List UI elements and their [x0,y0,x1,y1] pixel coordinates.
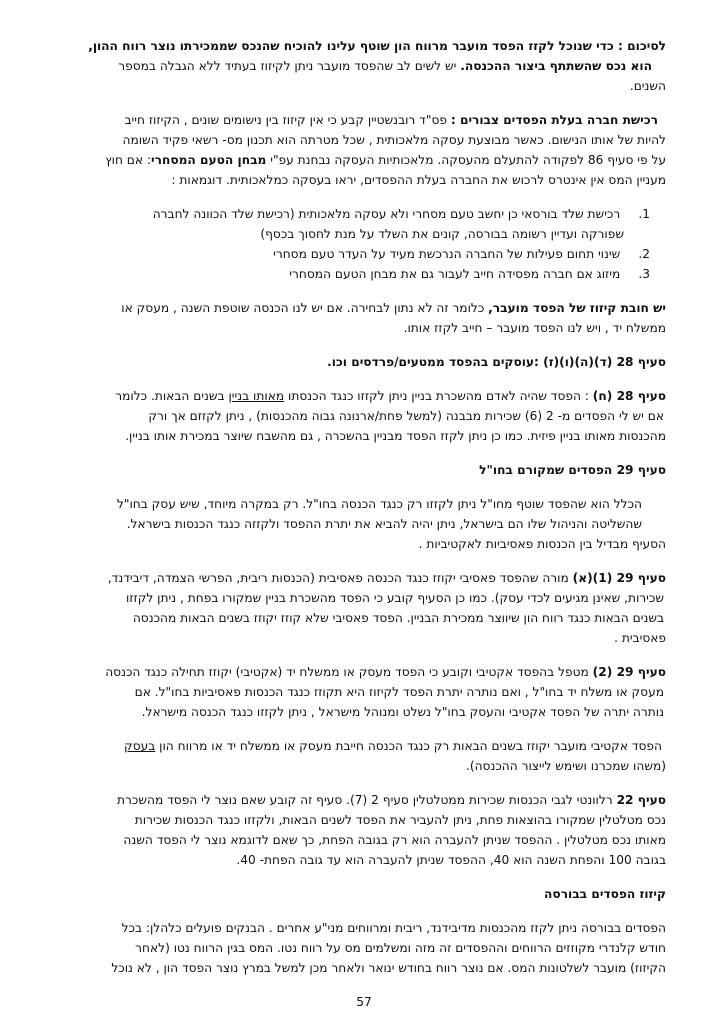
paragraph-text: הפסד אקטיבי מועבר יקוזז בשנים הבאות רק כנגד הכנסה חייבת מעסק או ממשלח יד או מרווח הון [155,739,662,753]
paragraph-text: חודש קלנדרי מקוזזים הרווחים וההפסדים זה מזה ומשלמים מס על רווח נטו. המס בגין הרווח נטו (לאחר [135,941,666,955]
paragraph-text: נותרה יתרה של הפסד אקטיבי והעסק בחו"ל נשלט ומנוהל מישראל , ניתן לקזזו כנגד הכנסה מישראל. [141,705,664,719]
section-heading: סעיף 29 הפסדים שמקורם בחו"ל [479,463,666,477]
section-22-line-1 [117,792,666,808]
summary-text: יש לשים לב שהפסד מועבר ניתן לקיזוז בעתיד ללא הגבלה במספר [118,59,461,73]
section-29-1a-line-1 [108,570,666,586]
section-29-1a-line-3 [133,610,664,626]
exchange-heading [544,886,666,902]
section-29-2-line-1 [105,664,666,680]
paragraph-text: מאותו נכס מטלטלין . ההפסד שניתן להעברה הוא רק בגובה הפחת, כך שאם לדוגמא נוצר לי הפסד השנה [123,833,666,847]
page-number-text: 57 [356,995,372,1009]
summary-text: לסיכום : כדי שנוכל לקזז הפסד מועבר מרווח הון שוטף עלינו להוכיח שהנכס שממכירתו נוצר רווח ההון, [88,39,666,53]
paragraph-heading: יש חובת קיזוז של הפסד מועבר, [488,301,666,315]
list-item-number: 2. [638,247,650,261]
list-item-number: 3. [638,267,650,281]
section-label: סעיף 22 [616,793,666,807]
summary-line-3 [630,78,666,94]
paragraph-text: מטפל בהפסד אקטיבי וקובע כי הפסד מעסק או ממשלח יד (אקטיבי) יקוזז תחילה כנגד הכנסה [105,665,593,679]
paragraph-text: מהכנסות מאותו בניין פיזית. כמו כן ניתן לקזז הפסד מבניין בהשכרה , גם מהשבח שיוצר במכירת אותו בניין. [125,429,666,443]
paragraph-text: פס"ד רובנשטיין קבע כי אין קיזוז בין נישומים שונים , הקיזוז חייב [124,113,451,127]
paragraph-text: בשנים הבאות. כלומר [115,389,229,403]
section-28n-line-1 [115,388,666,404]
underlined-text: מאותו בניין [228,389,285,403]
paragraph-text: רלוונטי לגבי הכנסות שכירות ממטלטלין סעיף 2 (7). סעיף זה קובע שאם נוצר לי הפסד מהשכרת [117,793,617,807]
paragraph-text: על פי סעיף 86 לפקודה להתעלם מהעסקה. מלאכותיות העסקה נבחנת עפ"י [266,153,666,167]
list-item [273,246,650,262]
paragraph-text: (משהו שמכרנו ושימש לייצור ההכנסה). [465,759,666,773]
paragraph-text: פאסיבית . [614,631,666,645]
underlined-text: בעסק [124,739,156,753]
section-29-general-line-1 [117,496,642,512]
summary-line-2 [118,58,652,74]
public-company-line-3 [105,152,666,168]
list-item [153,206,650,222]
paragraph-text: אם יש לי הפסדים מ- 2 (6) שכירות מבבנה (למשל פחת/ארנונה גבוה מהכנסות) , ניתן לקזזם אך ורק [148,409,664,423]
paragraph-text: להיות של אותו הנישום. כאשר מבוצעת עסקה מלאכותית , שכל מטרתה הוא תכנון מס- רשאי פקיד השומה [122,133,666,147]
section-29-2-line-2 [135,684,664,700]
paragraph-text: הכלל הוא שהפסד שוטף מחו"ל ניתן לקזזו רק כנגד הכנסה בחו"ל. רק במקרה מיוחד, שיש עסק בחו"ל [116,497,642,511]
active-loss-line-2 [466,758,666,774]
list-item-text: מיזוג אם חברה מפסידה חייב לעבור גם את מבחן הטעם המסחרי [289,267,621,281]
section-29-1a-line-4 [614,630,666,646]
exchange-line-1 [122,920,666,936]
section-22-line-4 [236,852,666,868]
section-label: סעיף 28 (ח) [592,389,666,403]
page-number [0,994,728,1010]
paragraph-text: שכירות, שאינן מגיעים לכדי עסק). כמו כן הסעיף קובע כי הפסד מהשכרת בניין שמקורו בפחת , ניתן לקזזו [125,591,664,605]
list-item-number: 1. [638,207,650,221]
section-28n-line-2 [148,408,664,424]
paragraph-text: בשנים הבאות כנגד רווח הון שיווצר ממכירת הבניין. הפסד פאסיבי שלא קוזז יקוזז בשנים הבאות מהכנסה [132,611,664,625]
paragraph-text: מורה שהפסד פאסיבי יקוזז כנגד הכנסה פאסיבית (הכנסות ריבית, הפרשי הצמדה, דיבידנד, [107,571,573,585]
summary-bold: הוא נכס שהשתתף ביצור ההכנסה. [460,59,652,73]
paragraph-text: כלומר זה לא נתון לבחירה. אם יש לנו הכנסה שוטפת השנה , מעסק או [121,301,489,315]
obligation-line-2 [404,320,666,336]
summary-text: השנים. [629,79,666,93]
list-item-text: שינוי תחום פעילות של החברה הנרכשת מעיד על העדר טעם מסחרי [273,247,621,261]
section-29-general-line-2 [127,516,642,532]
section-heading: סעיף 28 (ד)(ה)(ו)(ז) :עוסקים בהפסד ממטעים/פרדסים וכו. [327,355,666,369]
public-company-line-1 [125,112,659,128]
paragraph-text: נכס מטלטלין שמקורו בהוצאות פחת, ניתן להעביר את הפסד לשנים הבאות, ולקזזו כנגד הכנסות שכירות [134,813,666,827]
list-item-continuation [260,226,624,242]
paragraph-text: הקיזוז) מועבר לשלטונות המס. אם נוצר רווח בחודש ינואר ולאחר מכן למשל במרץ נוצר הפסד הון , לא נוכל [111,961,666,975]
section-28n-line-3 [125,428,666,444]
section-22-line-3 [123,832,666,848]
section-29-general-line-3 [419,536,666,552]
section-22-line-2 [135,812,666,828]
public-company-line-4 [171,172,666,188]
paragraph-heading: רכישת חברה בעלת הפסדים צבורים : [450,113,658,127]
section-29-2-line-3 [142,704,664,720]
paragraph-text: שהשליטה והניהול שלו הם בישראל, ניתן יהיה להביא את יתרת ההפסד ולקזזה כנגד הכנסות בישראל. [126,517,642,531]
paragraph-text: מעסק או משלח יד בחו"ל , ואם נותרה יתרת הפסד לקיזוז היא תקוזז כנגד הכנסות פאסיביות בחו"ל. אם [134,685,664,699]
section-29-heading [479,462,666,478]
active-loss-line-1 [124,738,662,754]
paragraph-text: ממשלח יד , ויש לנו הפסד מועבר – חייב לקזז אותו. [403,321,666,335]
summary-line-1 [88,38,666,54]
paragraph-bold: מבחן הטעם המסחרי [151,153,267,167]
paragraph-text: : אם חוץ [105,153,152,167]
paragraph-text: בגובה 100 והפחת השנה הוא 40, ההפסד שניתן להעברה הוא עד גובה הפחת- 40. [236,853,666,867]
paragraph-text: הסעיף מבדיל בין הכנסות פאסיביות לאקטיביות . [418,537,666,551]
section-28d-heading [327,354,666,370]
paragraph-text: : הפסד שהיה לאדם מהשכרת בניין ניתן לקזזו כנגד הכנסתו [284,389,593,403]
section-label: סעיף 29 (2) [592,665,666,679]
paragraph-text: הפסדים בבורסה ניתן לקזז מהכנסות מדיבידנד, ריבית ומרווחים מני"ע אחרים . הבנקים פועלים כלהלן: בכל [121,921,666,935]
section-29-1a-line-2 [126,590,664,606]
exchange-line-2 [135,940,666,956]
list-item-text: רכישת שלד בורסאי כן יחשב טעם מסחרי ולא עסקה מלאכותית (רכישת שלד הכוונה לחברה [152,207,621,221]
exchange-line-3 [111,960,666,976]
obligation-line-1 [121,300,666,316]
list-item-text: שפורקה ועדיין רשומה בבורסה, קונים את השלד על מנת לחסוך בכסף) [260,227,624,241]
public-company-line-2 [123,132,667,148]
section-heading: קיזוז הפסדים בבורסה [544,887,666,901]
paragraph-text: מעניין המס אין אינטרס לרכוש את החברה בעלת ההפסדים, יראו בעסקה כמלאכותית. דוגמאות : [171,173,666,187]
list-item [289,266,650,282]
section-label: סעיף 29 (1)(א) [572,571,666,585]
